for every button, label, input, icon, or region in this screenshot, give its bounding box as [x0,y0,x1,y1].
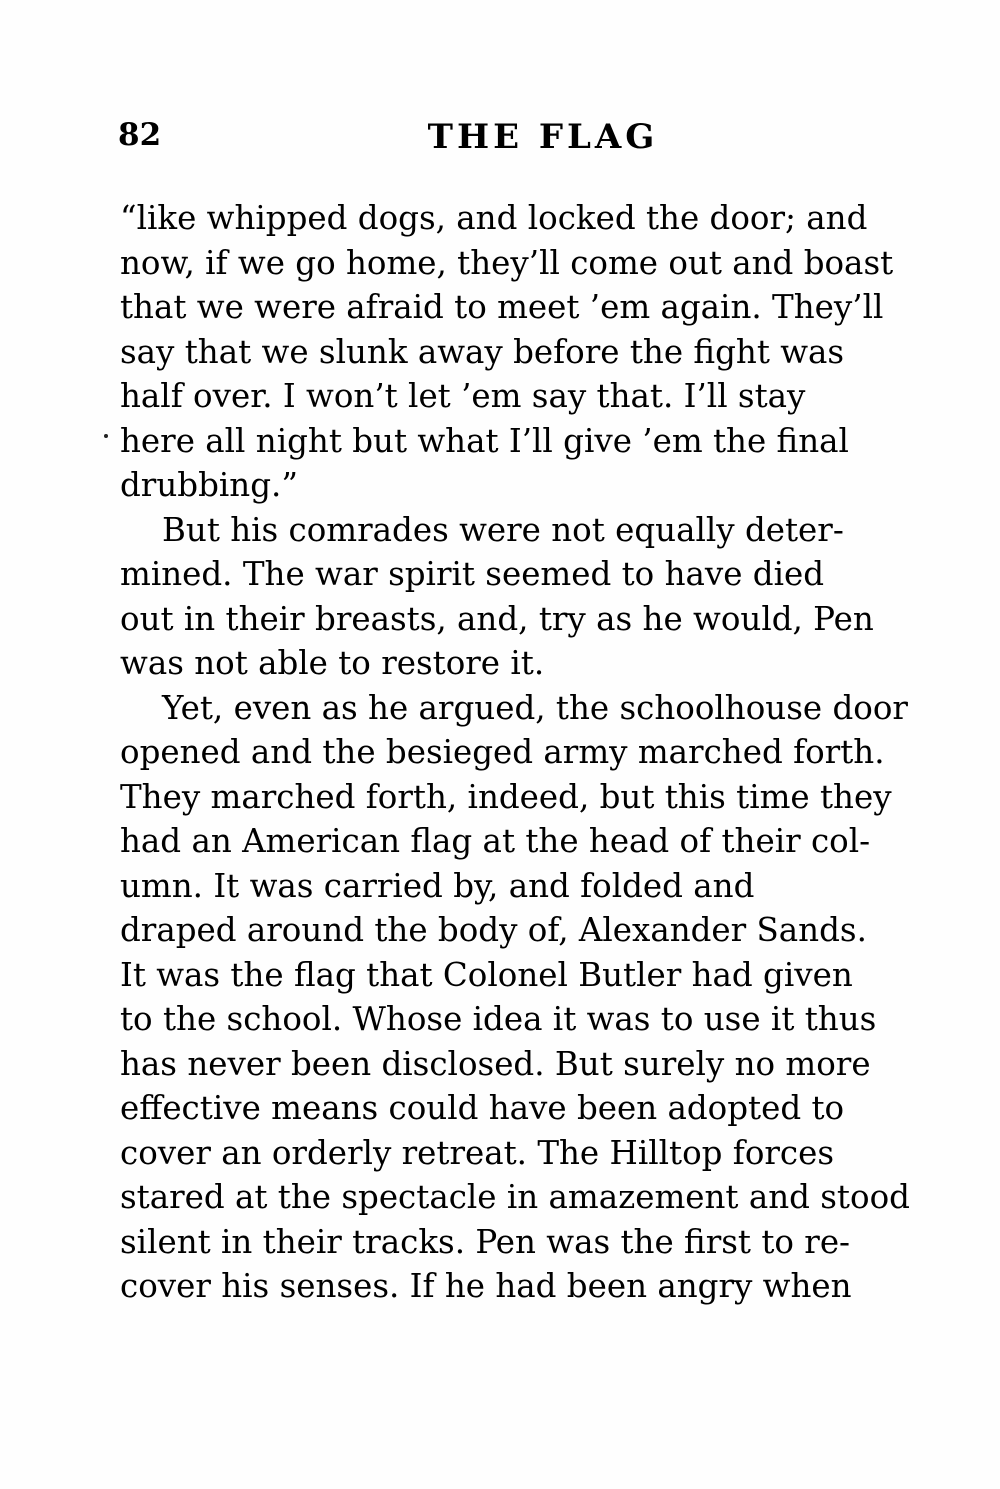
paragraph [120,686,912,1309]
text-line: out in their breasts, and, try as he would, Pen [120,599,874,638]
text-line: umn. It was carried by, and folded and [120,866,755,905]
text-line: mined. The war spirit seemed to have died [120,555,825,593]
text-line: cover an orderly retreat. The Hilltop forces [120,1133,835,1172]
text-line: say that we slunk away before the fight was [120,332,845,371]
text-line: cover his senses. If he had been angry when [120,1267,852,1305]
text-line: It was the flag that Colonel Butler had given [120,955,853,994]
stray-ink-mark [104,434,108,438]
text-line: draped around the body of, Alexander Sands. [120,911,867,949]
paragraph [120,196,912,508]
text-line: “like whipped dogs, and locked the door; and [120,199,868,237]
text-line: now, if we go home, they’ll come out and boast [120,243,894,282]
text-line: drubbing.” [120,466,298,504]
page-body [120,196,912,1309]
running-title: THE FLAG [427,117,659,157]
text-line: They marched forth, indeed, but this time they [120,777,892,816]
text-line: half over. I won’t let ’em say that. I’ll stay [120,377,806,415]
text-line: that we were afraid to meet ’em again. They’ll [120,288,884,326]
text-line: But his comrades were not equally deter- [162,510,844,549]
text-line: opened and the besieged army marched forth. [120,733,885,771]
text-line: had an American flag at the head of their col- [120,822,871,860]
text-line: silent in their tracks. Pen was the first to re- [120,1222,851,1261]
text-line: has never been disclosed. But surely no more [120,1044,871,1083]
page-number: 82 [118,117,162,153]
paragraph [120,508,912,686]
text-line: Yet, even as he argued, the schoolhouse door [162,688,908,727]
text-line: was not able to restore it. [120,644,545,682]
text-line: effective means could have been adopted to [120,1089,845,1127]
text-line: stared at the spectacle in amazement and stood [120,1178,910,1216]
page-header [118,117,918,170]
text-line: here all night but what I’ll give ’em the final [120,421,849,460]
text-line: to the school. Whose idea it was to use it thus [120,1000,877,1038]
